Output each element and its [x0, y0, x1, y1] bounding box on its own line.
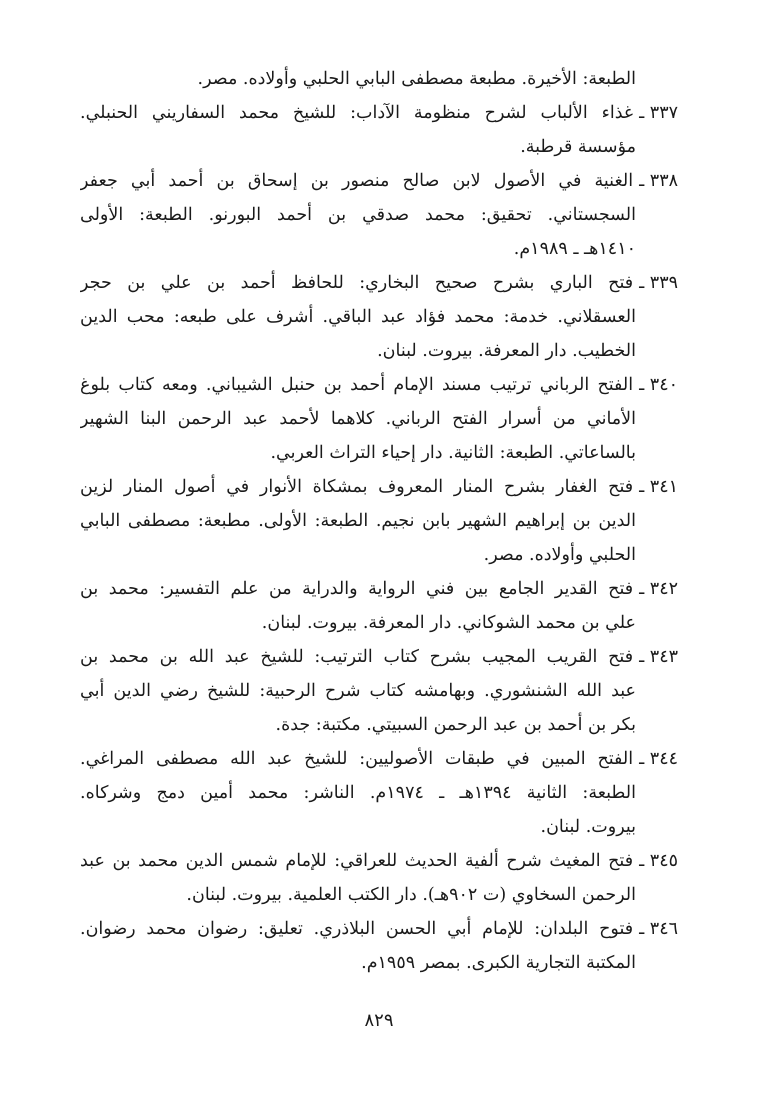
entry-continuation-line: علي بن محمد الشوكاني. دار المعرفة. بيروت. لبنان. — [261, 613, 636, 633]
entry-continuation-line: الطبعة: الثانية ١٣٩٤هـ ـ ١٩٧٤م. الناشر: محمد أمين دمج وشركاه. — [80, 783, 636, 803]
entry-number: ٣٣٧ ـ — [639, 103, 678, 123]
entry-continuation-line: المكتبة التجارية الكبرى. بمصر ١٩٥٩م. — [361, 953, 636, 973]
entry-continuation-line: الحلبي وأولاده. مصر. — [483, 545, 636, 565]
bibliography-entry — [80, 164, 678, 266]
entry-continuation-line: السجستاني. تحقيق: محمد صدقي بن أحمد البورنو. الطبعة: الأولى — [80, 205, 636, 225]
entry-text: فتح القريب المجيب بشرح كتاب الترتيب: للشيخ عبد الله بن محمد بن — [80, 647, 634, 667]
entry-continuation-line: العسقلاني. خدمة: محمد فؤاد عبد الباقي. أشرف على طبعه: محب الدين — [80, 307, 636, 327]
entry-first-line — [80, 912, 678, 946]
entry-number: ٣٤٥ ـ — [639, 851, 678, 871]
entry-first-line — [80, 96, 678, 130]
bibliography-entry — [80, 266, 678, 368]
bibliography-entry — [80, 368, 678, 470]
entry-number: ٣٤١ ـ — [639, 477, 678, 497]
entry-continuation-line: بيروت. لبنان. — [540, 817, 636, 837]
bibliography-entry — [80, 470, 678, 572]
entry-continuation-line: عبد الله الشنشوري. وبهامشه كتاب شرح الرحبية: للشيخ رضي الدين أبي — [80, 681, 636, 701]
entry-text: الفتح المبين في طبقات الأصوليين: للشيخ عبد الله مصطفى المراغي. — [80, 749, 634, 769]
entry-text: الغنية في الأصول لابن صالح منصور بن إسحاق بن أحمد أبي جعفر — [80, 171, 634, 191]
page-number: ٨٢٩ — [364, 1010, 394, 1031]
bibliography-entry — [80, 572, 678, 640]
entry-number: ٣٤٤ ـ — [639, 749, 678, 769]
entry-first-line — [80, 266, 678, 300]
bibliography-entry — [80, 96, 678, 164]
continuation-line: الطبعة: الأخيرة. مطبعة مصطفى البابي الحلبي وأولاده. مصر. — [197, 69, 636, 89]
entry-first-line — [80, 640, 678, 674]
entry-text: فتح المغيث شرح ألفية الحديث للعراقي: للإمام شمس الدين محمد بن عبد — [80, 851, 634, 871]
entry-number: ٣٣٩ ـ — [639, 273, 678, 293]
entry-first-line — [80, 368, 678, 402]
entry-number: ٣٣٨ ـ — [639, 171, 678, 191]
entry-continuation-line: الخطيب. دار المعرفة. بيروت. لبنان. — [377, 341, 636, 361]
entry-continuation-line: الأماني من أسرار الفتح الرباني. كلاهما لأحمد عبد الرحمن البنا الشهير — [80, 409, 636, 429]
bibliography-entry — [80, 640, 678, 742]
entry-number: ٣٤٦ ـ — [639, 919, 678, 939]
entry-number: ٣٤٠ ـ — [639, 375, 678, 395]
bibliography-entry — [80, 844, 678, 912]
entry-text: فتح الغفار بشرح المنار المعروف بمشكاة الأنوار في أصول المنار لزين — [80, 477, 634, 497]
entry-first-line — [80, 470, 678, 504]
entries-container — [80, 96, 678, 980]
entry-text: فتح القدير الجامع بين فني الرواية والدراية من علم التفسير: محمد بن — [80, 579, 634, 599]
entry-first-line — [80, 742, 678, 776]
entry-continuation-line: الدين بن إبراهيم الشهير بابن نجيم. الطبعة: الأولى. مطبعة: مصطفى البابي — [80, 511, 636, 531]
bibliography-list — [80, 62, 678, 980]
entry-number: ٣٤٣ ـ — [639, 647, 678, 667]
bibliography-entry — [80, 742, 678, 844]
entry-continuation-line: بكر بن أحمد بن عبد الرحمن السبيتي. مكتبة: جدة. — [275, 715, 636, 735]
entry-text: غذاء الألباب لشرح منظومة الآداب: للشيخ محمد السفاريني الحنبلي. — [80, 103, 634, 123]
entry-first-line — [80, 164, 678, 198]
entry-continuation-line: ١٤١٠هـ ـ ١٩٨٩م. — [513, 239, 636, 259]
bibliography-entry — [80, 912, 678, 980]
entry-continuation-line: بالساعاتي. الطبعة: الثانية. دار إحياء التراث العربي. — [270, 443, 636, 463]
entry-text: فتوح البلدان: للإمام أبي الحسن البلاذري. تعليق: رضوان محمد رضوان. — [80, 919, 634, 939]
entry-continuation-line: مؤسسة قرطبة. — [520, 137, 636, 157]
entry-number: ٣٤٢ ـ — [639, 579, 678, 599]
entry-continuation-line: الرحمن السخاوي (ت ٩٠٢هـ). دار الكتب العلمية. بيروت. لبنان. — [186, 885, 636, 905]
entry-first-line — [80, 572, 678, 606]
entry-text: الفتح الرباني ترتيب مسند الإمام أحمد بن حنبل الشيباني. ومعه كتاب بلوغ — [80, 375, 634, 395]
entry-first-line — [80, 844, 678, 878]
entry-text: فتح الباري بشرح صحيح البخاري: للحافظ أحمد بن علي بن حجر — [80, 273, 634, 293]
